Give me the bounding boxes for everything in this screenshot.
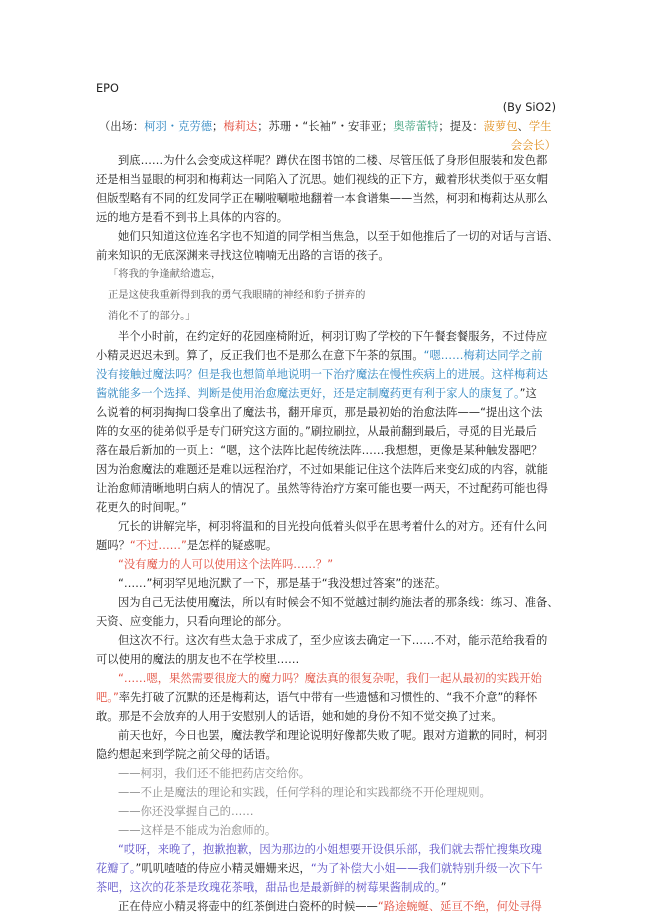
memory-line1: ——柯羽，我们还不能把药店交给你。 [118,767,311,780]
para5: “……”柯羽罕见地沉默了一下，那是基于“我没想过答案”的迷茫。 [118,577,447,590]
meili-dialogue: “路途蜿蜒、延亘不绝，何处寻得 [377,900,542,913]
para4-line1: 冗长的讲解完毕，柯羽将温和的目光投向低着头似乎在思考着什么的对方。还有什么问 [118,520,548,533]
para3-line1: 半个小时前，在约定好的花园座椅附近，柯羽订购了学校的下午餐套餐服务，不过侍应 [118,330,548,343]
para6-line2: 天资、应变能力，只看向理论的部分。 [96,615,289,628]
para10-line2 [96,859,556,878]
memory-line4: ——这样是不能成为治愈师的。 [118,824,277,837]
narration-text: ”叽叽喳喳的侍应小精灵姗姗来迟， [135,862,311,875]
narration-text: 率先打破了沉默的还是梅莉达，语气中带有一些遗憾和习惯性的、“我不介意”的释怀 [118,691,538,704]
cast-separator: ；苏珊・“长袖”・安菲亚 [257,120,382,133]
narration-text: 正在侍应小精灵将壶中的红茶倒进白瓷杯的时候—— [118,900,378,913]
para9-line2: 隐约想起来到学院之前父母的话语。 [96,748,277,761]
para3-line4 [96,384,556,403]
keyu-dialogue: “嗯……梅莉达同学之前 [423,349,543,362]
para1-line3: 但版型略有不同的红发同学正在唰啦唰啦地翻着一本食谱集——当然，柯羽和梅莉达从那么 [96,192,548,205]
cast-student-council-a: 学生 [528,120,552,133]
para8-line2 [96,688,556,707]
poem-quote-line1: 「将我的争逢献给遗忘， [108,268,222,280]
memory-line2: ——不止是魔法的理论和实践，任何学科的理论和实践都绕不开伦理规则。 [118,786,491,799]
para10-line3 [96,878,556,897]
cast-separator: ； [381,120,394,133]
para2-line1: 她们只知道这位连名字也不知道的同学相当焦急，以至于如他推后了一切的对话与言语、 [118,230,559,243]
para9-line1: 前天也好，今日也罢，魔法教学和理论说明好像都失败了呢。跟对方道歉的同时，柯羽 [118,729,548,742]
cast-fairy: 菠萝包 [483,120,518,133]
memory-line3: ——你还没掌握自己的…… [118,805,254,818]
para3-line9: 让治愈师清晰地明白病人的情况了。虽然等待治疗方案可能也要一两天，不过配药可能也得 [96,482,548,495]
poem-quote-line2: 正是这使我重新得到我的勇气我眼睛的神经和豹子拼弃的 [108,289,366,301]
narration-text: 是怎样的疑惑呢。 [186,539,278,552]
para8-line3: 敢。那是不会放弃的人用于安慰别人的话语，她和她的身份不知不觉交换了过来。 [96,710,503,723]
para2-line2: 前来知识的无底深渊来寻找这位喃喃无出路的言语的孩子。 [96,249,390,262]
meili-dialogue: “没有魔力的人可以使用这个法阵吗……？” [118,558,334,571]
para4-line2 [96,536,556,555]
para1-line4: 远的地方是看不到书上具体的内容的。 [96,211,289,224]
cast-audi: 奥蒂蕾特 [393,120,439,133]
cast-separator: ； [212,120,224,133]
meili-dialogue: “不过……” [129,539,187,552]
cast-meili: 梅莉达 [223,120,258,133]
narration-text: ” [440,881,447,894]
fairy-dialogue: 花瓣了。 [96,862,136,875]
narration-text: 小精灵迟迟未到。算了，反正我们也不是那么在意下午茶的氛围。 [96,349,424,362]
cast-mention-prefix: ；提及： [438,120,484,133]
meili-dialogue: “……嗯，果然需要很庞大的魔力吗？魔法真的很复杂呢，我们一起从最初的实践开始 [118,672,542,685]
cast-prefix: （出场： [99,120,145,133]
para1-line1: 到底……为什么会变成这样呢？蹲伏在图书馆的二楼、尽管压低了身形但服装和发色都 [118,154,548,167]
para3-line2 [96,346,556,365]
fairy-dialogue: “哎呀，来晚了，抱歉抱歉，因为那边的小姐想要开设俱乐部，我们就去帮忙搜集玫瑰 [118,843,542,856]
document-title: EPO [96,82,119,95]
para11-line1 [96,897,578,916]
fairy-dialogue: “为了补偿大小姐——我们就特别升级一次下午 [310,862,543,875]
cast-keyu: 柯羽・克劳德 [144,120,212,133]
para3-line5: 么说着的柯羽掏掏口袋拿出了魔法书，翻开扉页，那是最初始的治愈法阵——“提出这个法 [96,406,543,419]
cast-separator: 、 [517,120,529,133]
keyu-dialogue: 酱就能多一个选择、判断是使用治愈魔法更好，还是定制魔药更有利于家人的康复了。 [96,387,520,400]
poem-quote-line3: 消化不了的部分。」 [108,310,196,322]
narration-text: 题吗？ [96,539,130,552]
para6-line1: 因为自己无法使用魔法，所以有时候会不知不觉越过制约施法者的那条线：练习、准备、 [118,596,559,609]
para3-line7: 落在最后新加的一页上：“嗯，这个法阵比起传统法阵……我想想，更像是某种触发器吧？ [96,444,543,457]
para3-line8: 因为治愈魔法的难题还是难以远程治疗，不过如果能记住这个法阵后来变幻成的内容，就能 [96,463,548,476]
cast-line-1 [99,117,569,136]
para3-line6: 阵的女巫的徒弟似乎是专门研究这方面的。”刷拉刷拉，从最前翻到最后，寻觅的目光最后 [96,425,537,438]
meili-dialogue: 吧。” [96,691,119,704]
para7-line1: 但这次不行。这次有些太急于求成了，至少应该去确定一下……不对，能示范给我看的 [118,634,548,647]
narration-text: ”这 [519,387,537,400]
para3-line10: 花更久的时间呢。” [96,501,187,514]
author-byline: (By SiO2) [502,101,556,114]
cast-student-council-b: 会会长） [510,139,556,152]
para1-line2: 还是相当显眼的柯羽和梅莉达一同陷入了沉思。她们视线的正下方，戴着形状类似于巫女帽 [96,173,548,186]
fairy-dialogue: 茶吧，这次的花茶是玫瑰花茶哦，甜品也是最新鲜的树莓果酱制成的。 [96,881,441,894]
keyu-dialogue: 没有接触过魔法吗？但是我也想简单地说明一下治疗魔法在慢性疾病上的进展。这样梅莉达 [96,368,548,381]
para7-line2: 可以使用的魔法的朋友也不在学校里…… [96,653,300,666]
